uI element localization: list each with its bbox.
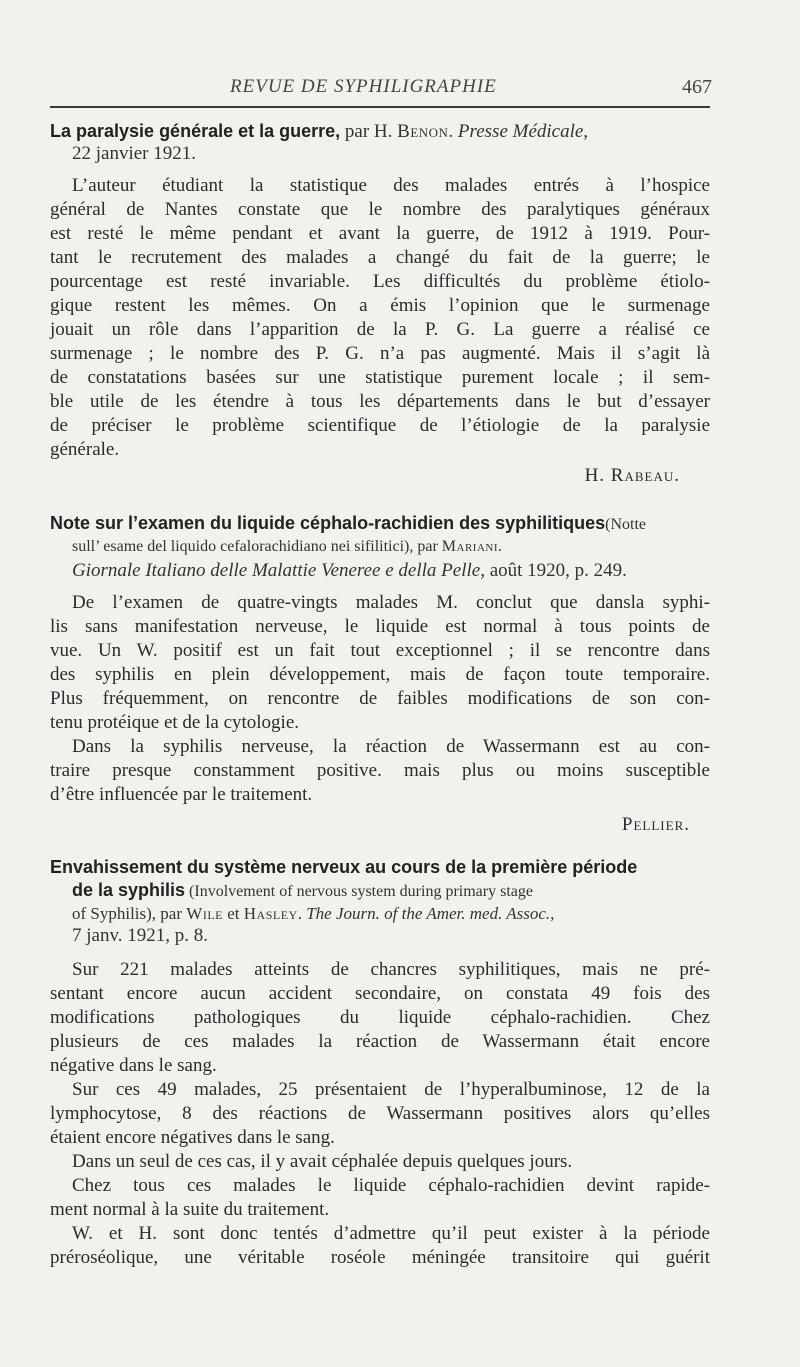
- text-line: de préciser le problème scientifique de l’étiologie de la paralysie: [50, 415, 710, 436]
- text-line: gique restent les mêmes. On a émis l’opinion que le surmenage: [50, 295, 710, 316]
- text-line: Dans la syphilis nerveuse, la réaction de Wassermann est au con-: [72, 736, 710, 757]
- text-line: Plus fréquemment, on rencontre de faibles modifications de son con-: [50, 688, 710, 709]
- page-number: 467: [682, 76, 712, 98]
- signature: H. Rabeau.: [584, 465, 680, 486]
- text-line: Sur 221 malades atteints de chancres syphilitiques, mais ne pré-: [72, 959, 710, 980]
- text-line: Chez tous ces malades le liquide céphalo-rachidien devint rapide-: [72, 1175, 710, 1196]
- running-title: REVUE DE SYPHILIGRAPHIE: [230, 76, 497, 97]
- signature: Pellier.: [621, 814, 690, 835]
- text-line: modifications pathologiques du liquide céphalo-rachidien. Chez: [50, 1007, 710, 1028]
- article-heading-cont: [50, 879, 710, 903]
- text-line: générale.: [50, 439, 120, 460]
- article-heading: [50, 512, 710, 536]
- text-line: traire presque constamment positive. mais plus ou moins susceptible: [50, 760, 710, 781]
- author-conjunction: et: [222, 904, 244, 923]
- paragraph: [50, 175, 710, 461]
- article-title: Note sur l’examen du liquide céphalo-rachidien des syphilitiques: [50, 513, 606, 533]
- text-line: des syphilis en plein développement, mais de façon toute temporaire.: [50, 664, 710, 685]
- journal-name: Giornale Italiano delle Malattie Veneree e della Pelle,: [72, 560, 485, 581]
- text-line: ment normal à la suite du traitement.: [50, 1199, 330, 1220]
- original-title: (Involvement of nervous system during primary stage: [185, 883, 533, 900]
- journal-name: Presse Médicale,: [457, 121, 589, 142]
- text-line: est resté le même pendant et avant la guerre, de 1912 à 1919. Pour-: [50, 223, 710, 244]
- paragraph: [50, 1175, 710, 1221]
- byline-prefix: par H.: [340, 121, 398, 142]
- text-line: De l’examen de quatre-vingts malades M. conclut que dansla syphi-: [72, 592, 710, 613]
- original-title-open: (Notte: [605, 516, 647, 533]
- byline: [50, 903, 710, 925]
- paragraph: [50, 1151, 710, 1173]
- text-line: L’auteur étudiant la statistique des malades entrés à l’hospice: [72, 175, 710, 196]
- author: Wile: [186, 904, 223, 923]
- text-line: Dans un seul de ces cas, il y avait céphalée depuis quelques jours.: [72, 1151, 573, 1172]
- running-header: [50, 72, 710, 108]
- publication-date: 22 janvier 1921.: [72, 143, 197, 164]
- text-line: Sur ces 49 malades, 25 présentaient de l’hyperalbuminose, 12 de la: [72, 1079, 710, 1100]
- original-title-end: of Syphilis), par: [72, 904, 187, 923]
- article-title: Envahissement du système nerveux au cours de la première période: [50, 857, 638, 877]
- text-line: négative dans le sang.: [50, 1055, 217, 1076]
- publication-date: août 1920, p. 249.: [484, 560, 627, 581]
- original-title: [50, 536, 710, 558]
- paragraph: [50, 1079, 710, 1149]
- journal-name: The Journ. of the Amer. med. Assoc.,: [306, 904, 555, 923]
- text-line: tant le recrutement des malades a changé du fait de la guerre; le: [50, 247, 710, 268]
- byline-sep: .: [498, 538, 503, 555]
- article-title: La paralysie générale et la guerre,: [50, 121, 341, 141]
- paragraph: [50, 1223, 710, 1269]
- text-line: surmenage ; le nombre des P. G. n’a pas augmenté. Mais il s’agit là: [50, 343, 710, 364]
- text-line: plusieurs de ces malades la réaction de Wassermann était encore: [50, 1031, 710, 1052]
- text-line: tenu protéique et de la cytologie.: [50, 712, 300, 733]
- text-line: d’être influencée par le traitement.: [50, 784, 313, 805]
- article-heading: [50, 120, 710, 143]
- author: Hasley: [243, 904, 298, 923]
- article-liquide-cephalo: [50, 512, 710, 836]
- publication-date: 7 janv. 1921, p. 8.: [72, 925, 208, 946]
- article-envahissement: [50, 856, 710, 1269]
- text-line: lis sans manifestation nerveuse, le liquide est normal à tous points de: [50, 616, 710, 637]
- text-line: étaient encore négatives dans le sang.: [50, 1127, 335, 1148]
- byline-sep: .: [448, 121, 458, 142]
- text-line: préroséolique, une véritable roséole méningée transitoire qui guérit: [50, 1247, 710, 1268]
- article-title: de la syphilis: [72, 880, 186, 900]
- text-line: jouait un rôle dans l’apparition de la P. G. La guerre a réalisé ce: [50, 319, 710, 340]
- article-heading: [50, 856, 710, 879]
- text-line: général de Nantes constate que le nombre des paralytiques généraux: [50, 199, 710, 220]
- citation: [50, 560, 710, 582]
- text-line: sentant encore aucun accident secondaire, on constata 49 fois des: [50, 983, 710, 1004]
- text-line: ble utile de les étendre à tous les départements dans le but d’essayer: [50, 391, 710, 412]
- text-line: W. et H. sont donc tentés d’admettre qu’il peut exister à la période: [72, 1223, 710, 1244]
- text-line: vue. Un W. positif est un fait tout exceptionnel ; il se rencontre dans: [50, 640, 710, 661]
- paragraph: [50, 959, 710, 1077]
- article-paralysie: [50, 120, 710, 487]
- paragraph: [50, 736, 710, 806]
- byline-sep: .: [297, 904, 307, 923]
- text-line: pourcentage est resté invariable. Les difficultés du problème étiolo-: [50, 271, 710, 292]
- text-line: lymphocytose, 8 des réactions de Wassermann positives alors qu’elles: [50, 1103, 710, 1124]
- text-line: de constatations basées sur une statistique purement locale ; il sem-: [50, 367, 710, 388]
- author: Mariani: [441, 538, 499, 555]
- original-title-text: sull’ esame del liquido cefalorachidiano nei sifilitici), par: [72, 538, 442, 555]
- paragraph: [50, 592, 710, 734]
- author: Benon: [397, 121, 449, 142]
